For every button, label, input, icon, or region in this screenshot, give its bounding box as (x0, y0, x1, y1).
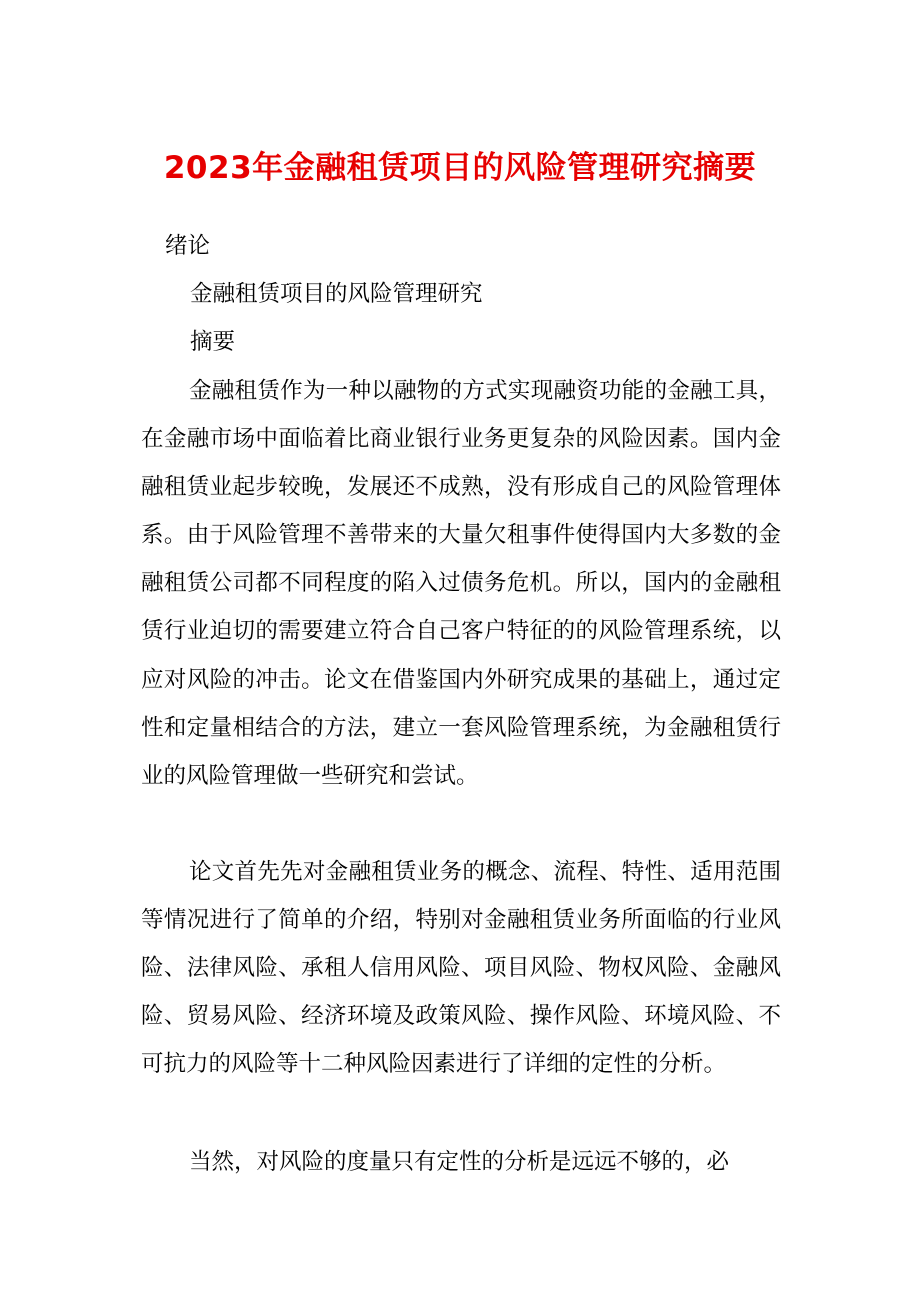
paragraph-2: 论文首先先对金融租赁业务的概念、流程、特性、适用范围等情况进行了简单的介绍，特别对金融租赁业务所面临的行业风险、法律风险、承租人信用风险、项目风险、物权风险、金融风险、贸易风险、经济环境及政策风险、操作风险、环境风险、不可抗力的风险等十二种风险因素进行了详细的定性的分析。 (141, 859, 781, 1078)
paragraph-1: 金融租赁作为一种以融物的方式实现融资功能的金融工具，在金融市场中面临着比商业银行业务更复杂的风险因素。国内金融租赁业起步较晚，发展还不成熟，没有形成自己的风险管理体系。由于风险管理不善带来的大量欠租事件使得国内大多数的金融租赁公司都不同程度的陷入过债务危机。所以，国内的金融租赁行业迫切的需要建立符合自己客户特征的的风险管理系统，以应对风险的冲击。论文在借鉴国内外研究成果的基础上，通过定性和定量相结合的方法，建立一套风险管理系统，为金融租赁行业的风险管理做一些研究和尝试。 (141, 378, 781, 789)
heading-introduction: 绪论 (165, 233, 211, 259)
heading-subtitle: 金融租赁项目的风险管理研究 (190, 281, 483, 307)
heading-abstract: 摘要 (190, 329, 236, 355)
document-title: 2023年金融租赁项目的风险管理研究摘要 (163, 150, 757, 186)
paragraph-3: 当然，对风险的度量只有定性的分析是远远不够的，必 (189, 1149, 730, 1175)
